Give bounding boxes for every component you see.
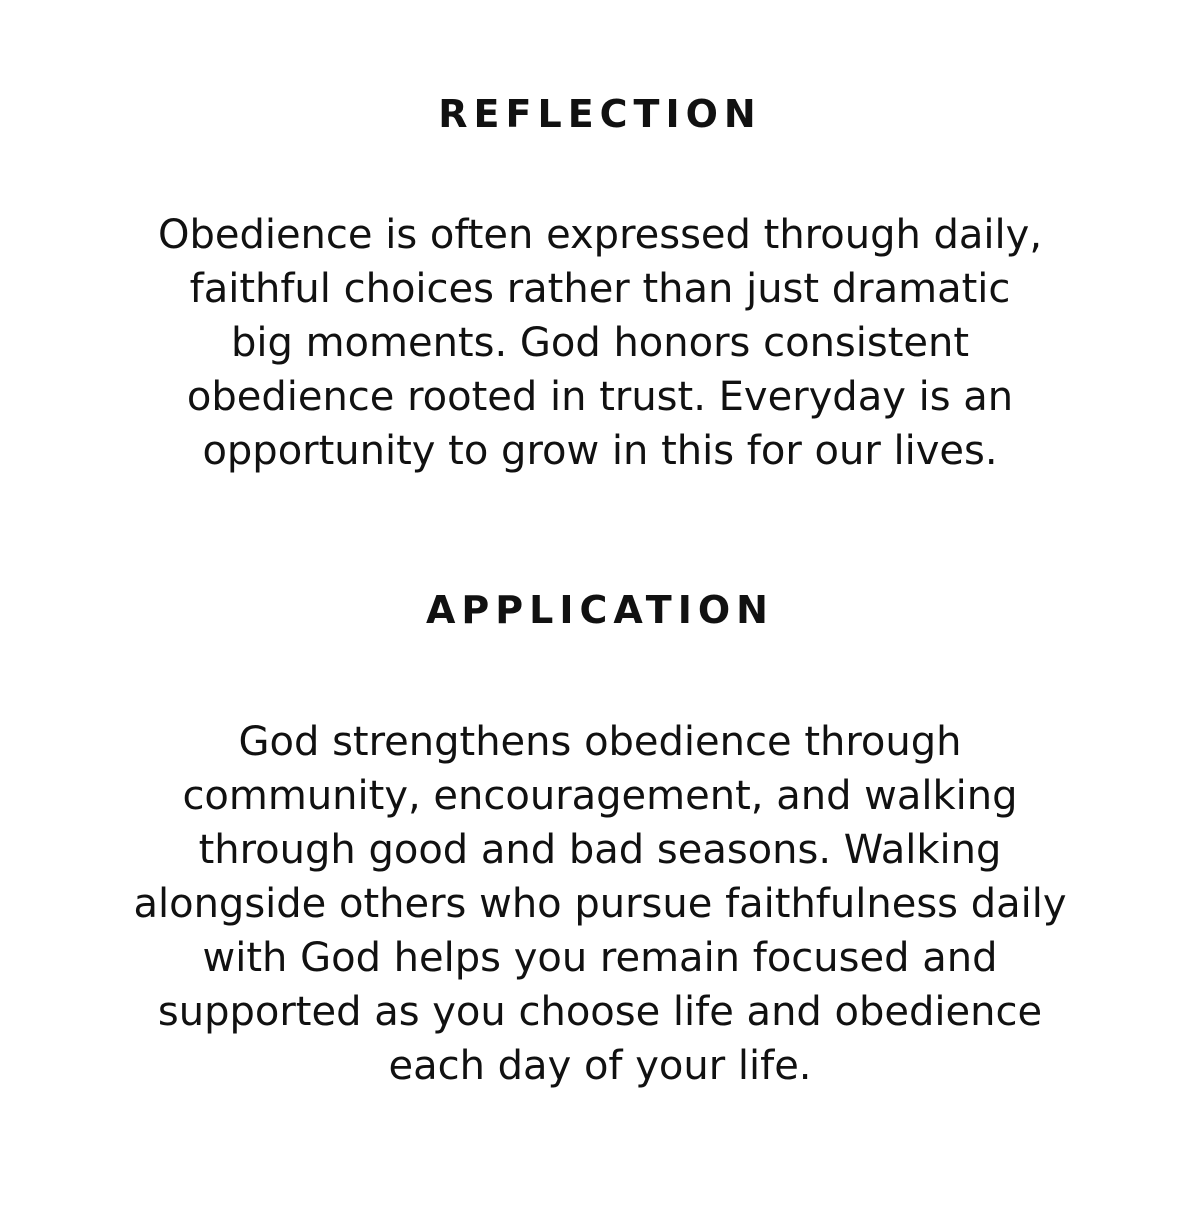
- reflection-line: opportunity to grow in this for our lives.: [202, 428, 998, 474]
- application-line: with God helps you remain focused and: [202, 935, 998, 981]
- reflection-line: Obedience is often expressed through daily,: [157, 212, 1043, 258]
- reflection-line: big moments. God honors consistent: [230, 320, 970, 366]
- application-line: supported as you choose life and obedience: [157, 989, 1043, 1035]
- application-heading: APPLICATION: [426, 588, 774, 632]
- application-line: alongside others who pursue faithfulness daily: [133, 881, 1067, 927]
- reflection-line: faithful choices rather than just dramatic: [189, 266, 1011, 312]
- application-line: God strengthens obedience through: [238, 719, 962, 765]
- reflection-paragraph: [60, 208, 1140, 478]
- application-line: through good and bad seasons. Walking: [198, 827, 1002, 873]
- reflection-line: obedience rooted in trust. Everyday is an: [186, 374, 1014, 420]
- application-line: each day of your life.: [388, 1043, 812, 1089]
- application-paragraph: [40, 715, 1160, 1093]
- reflection-heading: REFLECTION: [438, 92, 762, 136]
- application-line: community, encouragement, and walking: [182, 773, 1018, 819]
